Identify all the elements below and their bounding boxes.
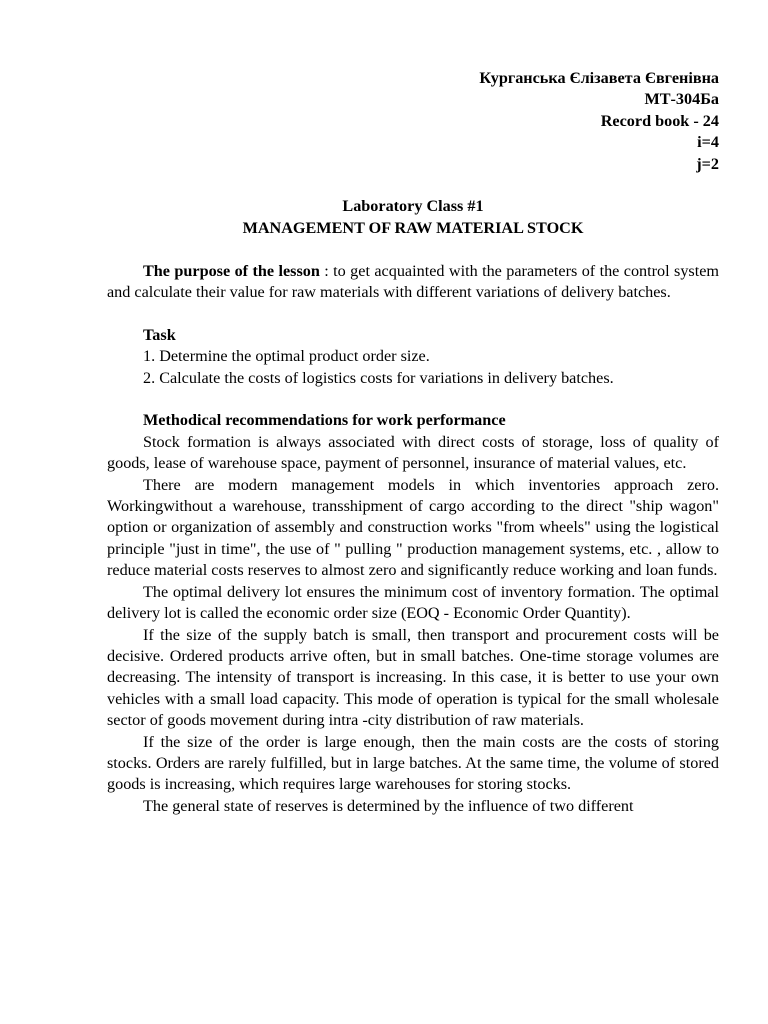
topic-title: MANAGEMENT OF RAW MATERIAL STOCK — [242, 218, 584, 237]
methodical-section — [107, 410, 719, 817]
task-item-1: 1. Determine the optimal product order size. — [143, 347, 430, 366]
class-label: Laboratory Class #1 — [342, 197, 484, 216]
task-heading: Task — [143, 325, 176, 344]
author-name: Курганська Єлізавета Євгенівна — [479, 69, 719, 87]
purpose-label: The purpose of the lesson — [143, 261, 320, 280]
purpose-paragraph — [107, 261, 719, 304]
author-header — [107, 68, 719, 175]
paragraph: Stock formation is always associated with direct costs of storage, loss of quality of goods, lease of warehouse space, payment of personnel, insurance of material values, etc. — [107, 432, 719, 473]
group-code: МТ-304Ба — [644, 90, 719, 109]
methodical-heading: Methodical recommendations for work performance — [143, 411, 506, 430]
task-item-2: 2. Calculate the costs of logistics costs for variations in delivery batches. — [143, 368, 614, 387]
document-title — [107, 196, 719, 239]
variant-j: j=2 — [696, 154, 719, 173]
paragraph: The general state of reserves is determined by the influence of two different — [143, 796, 634, 815]
paragraph: There are modern management models in which inventories approach zero. Workingwithout a warehouse, transshipment of cargo according to the direct "ship wagon" option or organization of assembly and construction works "from wheels" using the logistical principle "just in time", the use of " pulling " production management systems, etc. , allow to reduce material costs reserves to almost zero and significantly reduce working and loan funds. — [107, 475, 719, 580]
record-book: Record book - 24 — [600, 111, 719, 130]
document-page — [107, 68, 719, 817]
paragraph: The optimal delivery lot ensures the minimum cost of inventory formation. The optimal delivery lot is called the economic order size (EOQ - Economic Order Quantity). — [107, 582, 719, 623]
paragraph: If the size of the supply batch is small, then transport and procurement costs will be decisive. Ordered products arrive often, but in small batches. One-time storage volumes are decreasing. The intensity of transport is increasing. In this case, it is better to use your own vehicles with a small load capacity. This mode of operation is typical for the small wholesale sector of goods movement during intra -city distribution of raw materials. — [107, 625, 719, 730]
paragraph: If the size of the order is large enough, then the main costs are the costs of storing stocks. Orders are rarely fulfilled, but in large batches. At the same time, the volume of stored goods is increasing, which requires large warehouses for storing stocks. — [107, 732, 719, 794]
purpose-text: : to get acquainted with the parameters of the control system and calculate their value for raw materials with different variations of delivery batches. — [107, 261, 720, 302]
task-section — [107, 325, 719, 389]
variant-i: i=4 — [697, 133, 719, 152]
